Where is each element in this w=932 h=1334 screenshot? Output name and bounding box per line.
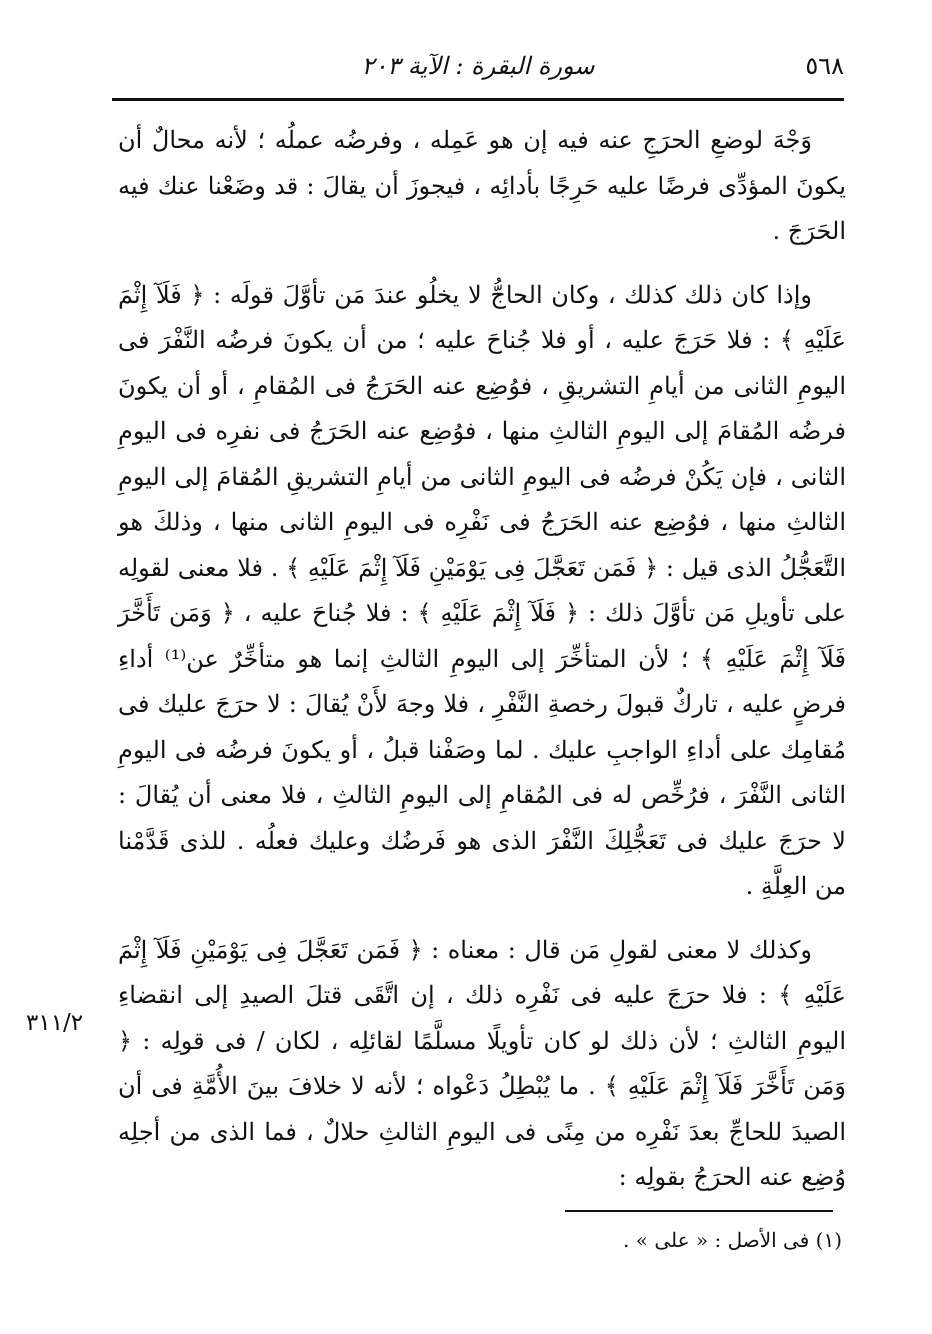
page-number: ٥٦٨ — [805, 52, 844, 80]
main-text — [118, 118, 846, 1201]
text-line: عليك فى تَعَجُّلِكَ النَّفْرَ الذى هو فَرضُك وعليك فعلُه . للذى قَدَّمْنا من العِلَّةِ . — [118, 826, 846, 900]
text-line: عَلَيْهِ ﴾ : فلا حرَجَ عليه فى نَفْرِه ذلك ، إن اتَّقَى قتلَ الصيدِ إلى انقضاءِ اليومِ — [118, 981, 846, 1055]
paragraph — [118, 273, 846, 910]
text-line: اليومِ الثانى منها ، وذلكَ هو التَّعَجُّلُ الذى قيل : ﴿ فَمَن تَعَجَّلَ فِى يَوْمَيْنِ فَلَآ إِثْمَ — [118, 508, 846, 582]
page-header — [112, 48, 844, 88]
text-line: فرضًا عليه حَرِجًا بأدائِه ، فيجوزَ أن يقالَ : قد وضَعْنا عنك فيه الحَرَجَ . — [118, 171, 846, 245]
text-line: عَلَيْهِ ﴾ : فلا حَرَجَ عليه ، أو فلا جُناحَ عليه ؛ من أن يكونَ فرضُه النَّفْرَ فى اليومِ الثانى — [118, 326, 846, 400]
text-line: عَلَيْهِ ﴾ . فلا معنى لقولِه على تأويلِ مَن تأوَّلَ ذلك : ﴿ فَلَآ إِثْمَ عَلَيْهِ ﴾ : فلا — [118, 553, 847, 627]
text-line: جُناحَ عليه ، ﴿ وَمَن تَأَخَّرَ فَلَآ إِثْمَ عَلَيْهِ ﴾ ؛ لأن المتأخِّرَ إلى اليومِ الثالثِ إنما هو — [118, 599, 846, 673]
running-title: سورة البقرة : الآية ٢٠٣ — [361, 52, 595, 80]
text-line: وإذا كان ذلك كذلك ، وكان الحاجُّ لا يخلُو عندَ مَن تأوَّلَ قولَه : ﴿ فَلَآ إِثْمَ — [118, 280, 812, 309]
footnote: (١) فى الأصل : « على » . — [623, 1228, 842, 1252]
text-line: إِثْمَ عَلَيْهِ ﴾ . ما يُبْطِلُ دَعْواه ؛ لأنه لا خلافَ بينَ الأُمَّةِ فى أن الصيدَ للحاجِّ بعدَ — [118, 1072, 846, 1146]
text-line: الثالثِ ؛ لأن ذلك لو كان تأويلًا مسلَّمًا لقائلِه ، لكان / فى قولِه : ﴿ وَمَن تَأَخَّرَ فَلَآ — [118, 1026, 846, 1100]
text-line: وكذلك لا معنى لقولِ مَن قال : معناه : ﴿ فَمَن تَعَجَّلَ فِى يَوْمَيْنِ فَلَآ إِثْمَ — [118, 935, 812, 964]
text-line: الثانى من أيامِ التشريقِ المُقامَ إلى اليومِ الثالثِ منها ، فوُضِع عنه الحَرَجُ فى نَفْرِه فى — [118, 462, 846, 536]
text-line: عليك فى مُقامِك على أداءِ الواجبِ عليك . لما وصَفْنا قبلُ ، أو يكونَ فرضُه فى اليومِ — [118, 690, 846, 764]
text-line: من أيامِ التشريقِ ، فوُضِع عنه الحَرَجُ فى المُقامِ ، أو أن يكونَ فرضُه المُقامَ إلى اليومِ — [118, 371, 846, 445]
text-line: متأخِّرٌ عن⁽¹⁾ أداءِ فرضٍ عليه ، تاركٌ قبولَ رخصةِ النَّفْرِ ، فلا وجهَ لأَنْ يُقالَ : لا حرَجَ — [118, 644, 846, 718]
text-line: وَجْهَ لوضعِ الحرَجِ عنه فيه إن هو عَمِله ، وفرضُه عملُه ؛ لأنه محالٌ أن يكونَ المؤدِّى — [118, 126, 846, 200]
paragraph — [118, 118, 846, 255]
margin-reference: ٣١١/٢ — [26, 1010, 84, 1036]
text-line: الثالثِ منها ، فوُضِع عنه الحَرَجُ فى نفرِه فى اليومِ الثانى ، فإن يَكُنْ فرضُه فى اليومِ — [118, 417, 846, 491]
paragraph — [118, 928, 846, 1201]
header-rule — [112, 98, 844, 101]
text-line: نَفْرِه من مِنًى فى اليومِ الثالثِ حلالٌ ، فما الذى من أجلِه وُضِع عنه الحرَجُ بقولِه : — [118, 1117, 846, 1191]
text-line: الثانى النَّفْرَ ، فرُخِّص له فى المُقامِ إلى اليومِ الثالثِ ، فلا معنى أن يُقالَ : لا حرَجَ — [118, 781, 846, 855]
footnote-rule — [565, 1210, 833, 1212]
